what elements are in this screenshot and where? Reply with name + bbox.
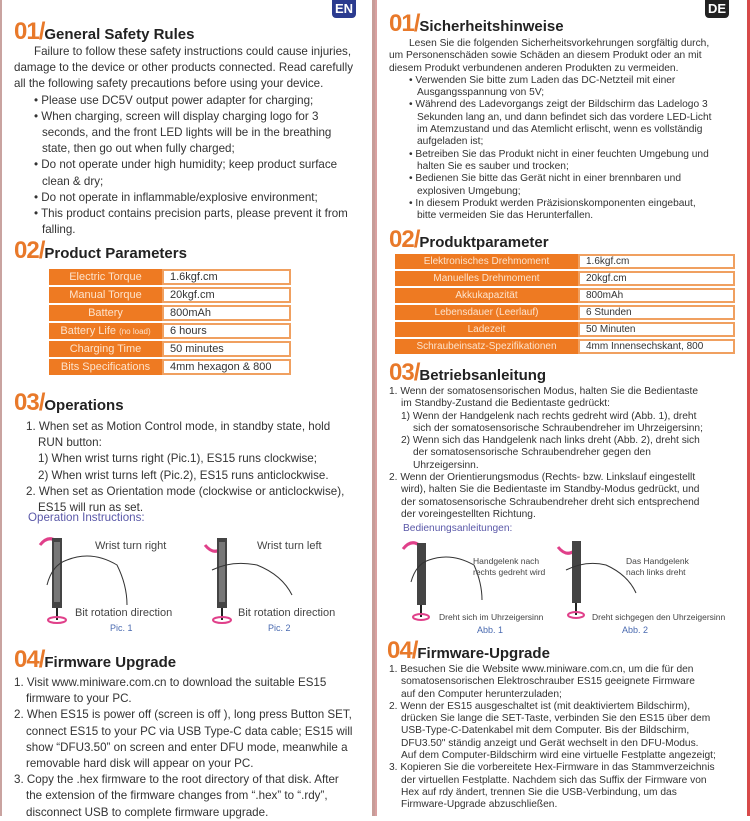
param-label: Battery <box>49 305 162 321</box>
text-line: 1. When set as Motion Control mode, in standby state, hold <box>26 420 331 433</box>
param-label: Battery Life (no load) <box>49 323 162 339</box>
param-value: 6 hours <box>162 323 291 339</box>
text-line: 1) Wenn der Handgelenk nach rechts gedreht wird (Abb. 1), dreht <box>401 410 697 422</box>
safety-text-de <box>389 38 712 222</box>
param-value: 50 Minuten <box>578 322 735 337</box>
text-line: Hex auf rdy ändert, trennen Sie die USB-Verbindung, um das <box>401 786 677 798</box>
operations-text-de <box>389 386 703 521</box>
wrist-turn-right-caption: Wrist turn right <box>95 540 167 552</box>
text-line: show “DFU3.50” on screen and enter DFU mode, meanwhile a <box>26 740 348 754</box>
text-line: Uhrzeigersinn. <box>413 459 479 471</box>
table-row <box>395 271 735 286</box>
text-line: 2. Wenn der ES15 ausgeschaltet ist (mit deaktiviertem Bildschirm), <box>389 700 691 712</box>
text-line: 3. Copy the .hex firmware to the root directory of that disk. After <box>14 773 339 787</box>
section-heading-operations: 03/Operations <box>14 389 124 416</box>
text-line: Failure to follow these safety instructions could cause injuries, <box>34 45 352 58</box>
param-value: 4mm Innensechskant, 800 <box>578 339 735 354</box>
param-value: 50 minutes <box>162 341 291 357</box>
firmware-text-de <box>389 664 716 812</box>
text-line: 3. Kopieren Sie die vorbereitete Hex-Firmware in das Stammverzeichnis <box>389 762 715 774</box>
param-note: (no load) <box>119 327 151 336</box>
text-line: der voreingestellten Richtung. <box>401 508 536 520</box>
table-row <box>49 323 291 339</box>
wrist-turn-left-caption: Wrist turn left <box>257 540 322 552</box>
text-line: • Do not operate under high humidity; keep product surface <box>34 158 338 172</box>
param-label: Charging Time <box>49 341 162 357</box>
text-line: • Betreiben Sie das Produkt nicht in einer feuchten Umgebung und <box>409 148 709 160</box>
text-line: 1. Besuchen Sie die Website www.miniware.com.cn, um die für den <box>389 664 694 675</box>
language-badge-en: EN <box>332 0 356 18</box>
abb-2-label: Abb. 2 <box>622 625 649 635</box>
param-label: Elektronisches Drehmoment <box>395 254 578 269</box>
section-heading-safety: 01/General Safety Rules <box>14 18 195 45</box>
param-value: 6 Stunden <box>578 305 735 320</box>
text-line: diesem Produkt verbundenen anderen Produkten zu vermeiden. <box>389 62 679 74</box>
text-line: 1. Wenn der somatosensorischen Modus, halten Sie die Bedientaste <box>389 386 699 397</box>
text-line: firmware to your PC. <box>26 692 132 706</box>
text-line: 2) When wrist turns left (Pic.2), ES15 runs anticlockwise. <box>38 468 329 482</box>
parameters-table <box>49 267 291 377</box>
text-line: 1) When wrist turns right (Pic.1), ES15 runs clockwise; <box>38 452 317 466</box>
parameters-table-de <box>395 252 735 356</box>
table-row <box>395 322 735 337</box>
text-line: halten Sie es sauber und trocken; <box>417 160 569 172</box>
text-line: 2) Wenn sich das Handgelenk nach links dreht (Abb. 2), dreht sich <box>401 435 700 447</box>
pic-1-label: Pic. 1 <box>110 623 133 633</box>
table-row <box>49 359 291 375</box>
section-heading-firmware: 04/Firmware Upgrade <box>14 646 177 673</box>
text-line: somatosensorischen Elektroschrauber ES15 geeignete Firmware <box>401 676 695 688</box>
text-line: ES15 will run as set. <box>38 501 144 515</box>
param-label: Bits Specifications <box>49 359 162 375</box>
operation-instructions-label-de: Bedienungsanleitungen: <box>403 523 513 534</box>
language-badge-de: DE <box>705 0 729 18</box>
text-line: removable hard disk will appear on your PC. <box>26 757 254 771</box>
section-heading-parameters-de: 02/Produktparameter <box>389 226 549 253</box>
bit-rotation-caption-1: Bit rotation direction <box>75 607 173 619</box>
text-line: clean & dry; <box>42 174 104 188</box>
text-line: USB-Type-C-Datenkabel mit dem Computer. Bis der Bildschirm, <box>401 725 690 737</box>
text-line: Ausgangsspannung von 5V; <box>417 87 545 99</box>
wrist-left-caption-de: Das Handgelenk nach links dreht <box>626 556 689 577</box>
table-row <box>49 287 291 303</box>
text-line: im Standby-Zustand die Bedientaste gedrückt: <box>401 398 610 410</box>
bit-rotation-caption-2: Bit rotation direction <box>238 607 336 619</box>
text-line: RUN button: <box>38 436 102 450</box>
text-line: DFU3.50" ständig anzeigt und Gerät wechselt in den DFU-Modus. <box>401 737 699 749</box>
text-line: der virtuellen Festplatte. Nachdem sich das Suffix der Firmware von <box>401 774 707 786</box>
text-line: Auf dem Computer-Bildschirm wird eine virtuelle Festplatte angezeigt; <box>401 750 716 762</box>
text-line: 2. When set as Orientation mode (clockwise or anticlockwise), <box>26 484 345 498</box>
table-row <box>49 269 291 285</box>
text-line: Sekunden lang an, und dann befindet sich das vordere LED-Licht <box>417 111 712 123</box>
text-line: • Während des Ladevorgangs zeigt der Bildschirm das Ladelogo 3 <box>409 99 708 111</box>
text-line: disconnect USB to complete firmware upgrade. <box>26 805 269 819</box>
text-line: um Personenschäden sowie Schäden an diesem Produkt oder an mit <box>389 50 702 62</box>
text-line: der somatosensorische Schraubendreher gegen den <box>413 447 651 459</box>
table-row <box>395 305 735 320</box>
table-row <box>395 339 735 354</box>
text-line: • Do not operate in inflammable/explosive environment; <box>34 190 318 204</box>
param-value: 20kgf.cm <box>578 271 735 286</box>
text-line: damage to the device or other products connected. Read carefully <box>14 61 353 75</box>
text-line: aufgeladen ist; <box>417 136 484 148</box>
english-column <box>0 0 375 819</box>
text-line: state, then go out when fully charged; <box>42 142 235 156</box>
param-value: 20kgf.cm <box>162 287 291 303</box>
param-label: Manuelles Drehmoment <box>395 271 578 286</box>
pic-2-label: Pic. 2 <box>268 623 291 633</box>
text-line: • Verwenden Sie bitte zum Laden das DC-Netzteil mit einer <box>409 74 676 86</box>
text-line: Firmware-Upgrade abzuschließen. <box>401 799 558 811</box>
table-row <box>395 254 735 269</box>
param-label: Manual Torque <box>49 287 162 303</box>
text-line: • Please use DC5V output power adapter for charging; <box>34 93 314 107</box>
text-line: bitte vermeiden Sie das Herunterfallen. <box>417 210 594 222</box>
operation-instructions-label: Operation Instructions: <box>28 511 145 524</box>
text-line: 1. Visit www.miniware.com.cn to download the suitable ES15 <box>14 676 327 689</box>
table-row <box>49 305 291 321</box>
table-row <box>49 341 291 357</box>
param-value: 4mm hexagon & 800 <box>162 359 291 375</box>
text-line: • Bedienen Sie bitte das Gerät nicht in einer brennbaren und <box>409 173 682 185</box>
wrist-right-caption-de: Handgelenk nach rechts gedreht wird <box>473 556 546 577</box>
text-line: im Atemzustand und das Atemlicht erlischt, wenn es vollständig <box>417 124 703 136</box>
text-line: the extension of the firmware changes from “.hex” to “.rdy”, <box>26 789 328 803</box>
text-line: all the following safety precautions before using your device. <box>14 77 324 91</box>
text-line: sich der somatosensorische Schraubendreher im Uhrzeigersinn; <box>413 422 703 434</box>
wrist-turn-right-illustration-de <box>397 537 487 622</box>
param-label: Lebensdauer (Leerlauf) <box>395 305 578 320</box>
text-line: auf den Computer herunterzuladen; <box>401 688 562 700</box>
text-line: Lesen Sie die folgenden Sicherheitsvorkehrungen sorgfältig durch, <box>409 38 710 49</box>
param-value: 1.6kgf.cm <box>162 269 291 285</box>
text-line: 2. When ES15 is power off (screen is off ), long press Button SET, <box>14 708 352 722</box>
text-line: seconds, and the front LED lights will be in the breathing <box>42 126 332 140</box>
section-heading-firmware-de: 04/Firmware-Upgrade <box>387 637 550 664</box>
text-line: explosiven Umgebung; <box>417 185 521 197</box>
bit-rotation-caption-1-de: Dreht sich im Uhrzeigersinn <box>439 612 544 622</box>
section-heading-safety-de: 01/Sicherheitshinweise <box>389 10 564 37</box>
text-line: 2. Wenn der Orientierungsmodus (Rechts- bzw. Linkslauf eingestellt <box>389 472 696 484</box>
param-label: Schraubeinsatz-Spezifikationen <box>395 339 578 354</box>
text-line: • In diesem Produkt werden Präzisionskomponenten eingebaut, <box>409 197 696 209</box>
bit-rotation-caption-2-de: Dreht sichgegen den Uhrzeigersinn <box>592 612 726 622</box>
param-label: Akkukapazität <box>395 288 578 303</box>
firmware-text <box>14 675 353 821</box>
param-label: Electric Torque <box>49 269 162 285</box>
text-line: wird), halten Sie die Bedientaste im Standby-Modus gedrückt, und <box>401 484 700 496</box>
text-line: falling. <box>42 223 76 237</box>
text-line: • This product contains precision parts, please prevent it from <box>34 207 348 221</box>
safety-text <box>14 44 353 238</box>
operations-text <box>26 419 344 516</box>
table-row <box>395 288 735 303</box>
text-line: drücken Sie lange die SET-Taste, verbinden Sie den ES15 über dem <box>401 713 711 725</box>
text-line: connect ES15 to your PC via USB Type-C data cable; ES15 will <box>26 724 353 738</box>
section-heading-parameters: 02/Product Parameters <box>14 237 187 264</box>
text-line: der somatosensorische Schraubendreher dreht sich entsprechend <box>401 496 700 508</box>
german-column <box>375 0 750 816</box>
text-line: • When charging, screen will display charging logo for 3 <box>34 109 319 123</box>
abb-1-label: Abb. 1 <box>477 625 504 635</box>
section-heading-operations-de: 03/Betriebsanleitung <box>389 359 547 386</box>
param-value: 800mAh <box>162 305 291 321</box>
param-label: Ladezeit <box>395 322 578 337</box>
param-value: 1.6kgf.cm <box>578 254 735 269</box>
param-value: 800mAh <box>578 288 735 303</box>
